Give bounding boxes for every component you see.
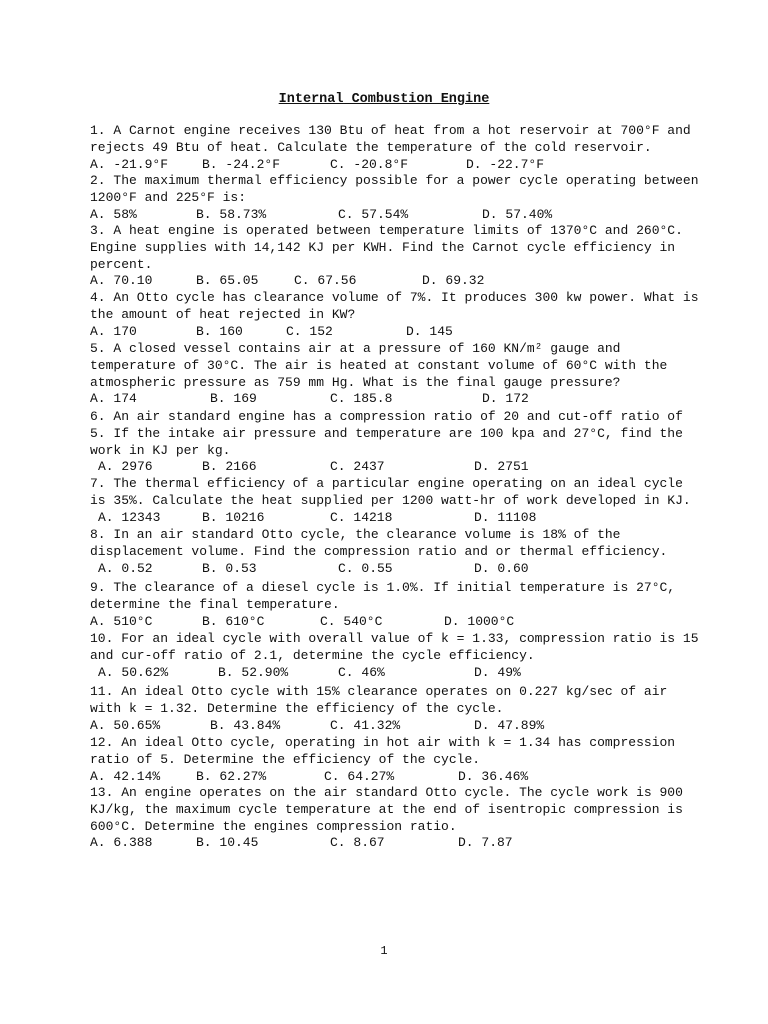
- answer-option: D. 0.60: [474, 560, 529, 576]
- answer-option: A. 42.14%: [90, 768, 161, 784]
- question-9-line: 9. The clearance of a diesel cycle is 1.0%. If initial temperature is 27°C,: [90, 580, 676, 595]
- answer-option: D. 49%: [474, 664, 521, 680]
- answer-option: A. 12343: [98, 509, 161, 525]
- answer-option: D. 57.40%: [482, 206, 553, 222]
- answer-option: D. 172: [482, 391, 529, 407]
- answer-option: B. 2166: [202, 459, 257, 475]
- answer-option: D. 69.32: [422, 273, 485, 289]
- question-3-line: 3. A heat engine is operated between temperature limits of 1370°C and 260°C.: [90, 223, 683, 238]
- answer-option: A. 174: [90, 391, 137, 407]
- answer-option: B. 10216: [202, 509, 265, 525]
- question-12-line: 12. An ideal Otto cycle, operating in hot air with k = 1.34 has compression: [90, 735, 676, 750]
- answer-option: C. 14218: [330, 509, 393, 525]
- question-4-line: 4. An Otto cycle has clearance volume of 7%. It produces 300 kw power. What is: [90, 290, 699, 305]
- answer-option: C. 0.55: [338, 560, 393, 576]
- question-11-line: 11. An ideal Otto cycle with 15% clearance operates on 0.227 kg/sec of air: [90, 684, 668, 699]
- question-5-line: atmospheric pressure as 759 mm Hg. What is the final gauge pressure?: [90, 374, 621, 390]
- answer-option: D. 145: [406, 323, 453, 339]
- question-6-line: work in KJ per kg.: [90, 442, 231, 458]
- question-11-line: with k = 1.32. Determine the efficiency of the cycle.: [90, 700, 504, 716]
- question-2-line: 2. The maximum thermal efficiency possible for a power cycle operating between: [90, 173, 699, 188]
- question-8-line: 8. In an air standard Otto cycle, the clearance volume is 18% of the: [90, 527, 621, 542]
- answer-option: C. 8.67: [330, 835, 385, 851]
- answer-option: C. 64.27%: [324, 768, 395, 784]
- answer-option: C. 152: [286, 323, 333, 339]
- answer-option: C. 57.54%: [338, 206, 409, 222]
- answer-option: B. 610°C: [202, 613, 265, 629]
- answer-option: B. 0.53: [202, 560, 257, 576]
- question-5-line: 5. A closed vessel contains air at a pressure of 160 KN/m² gauge and: [90, 341, 621, 356]
- question-10-line: 10. For an ideal cycle with overall value of k = 1.33, compression ratio is 15: [90, 631, 699, 646]
- answer-option: C. 46%: [338, 664, 385, 680]
- answer-option: D. 7.87: [458, 835, 513, 851]
- page-number: 1: [380, 944, 388, 958]
- answer-option: D. 1000°C: [444, 613, 515, 629]
- answer-option: D. 47.89%: [474, 717, 545, 733]
- answer-option: D. 2751: [474, 459, 529, 475]
- answer-option: A. 170: [90, 323, 137, 339]
- question-3-line: percent.: [90, 256, 153, 272]
- question-1-line: 1. A Carnot engine receives 130 Btu of heat from a hot reservoir at 700°F and: [90, 123, 691, 138]
- answer-option: B. 65.05: [196, 273, 259, 289]
- question-5-line: temperature of 30°C. The air is heated at constant volume of 60°C with the: [90, 357, 668, 373]
- question-9-line: determine the final temperature.: [90, 596, 340, 612]
- answer-option: A. 6.388: [90, 835, 153, 851]
- answer-option: B. 10.45: [196, 835, 259, 851]
- answer-option: C. -20.8°F: [330, 156, 409, 172]
- answer-option: B. 43.84%: [210, 717, 281, 733]
- question-4-line: the amount of heat rejected in KW?: [90, 306, 356, 322]
- question-10-line: and cur-off ratio of 2.1, determine the cycle efficiency.: [90, 647, 535, 663]
- answer-option: C. 41.32%: [330, 717, 401, 733]
- answer-option: C. 67.56: [294, 273, 357, 289]
- answer-option: A. 0.52: [98, 560, 153, 576]
- answer-option: A. 58%: [90, 206, 137, 222]
- answer-option: D. 11108: [474, 509, 537, 525]
- answer-option: B. 169: [210, 391, 257, 407]
- answer-option: B. 160: [196, 323, 243, 339]
- question-3-line: Engine supplies with 14,142 KJ per KWH. Find the Carnot cycle efficiency in: [90, 239, 676, 255]
- answer-option: B. 52.90%: [218, 664, 289, 680]
- question-13-line: KJ/kg, the maximum cycle temperature at the end of isentropic compression is: [90, 801, 683, 817]
- question-13-line: 13. An engine operates on the air standard Otto cycle. The cycle work is 900: [90, 785, 683, 800]
- question-2-line: 1200°F and 225°F is:: [90, 189, 247, 205]
- answer-option: D. -22.7°F: [466, 156, 545, 172]
- answer-option: C. 185.8: [330, 391, 393, 407]
- question-13-line: 600°C. Determine the engines compression ratio.: [90, 818, 457, 834]
- answer-option: C. 2437: [330, 459, 385, 475]
- document-title: Internal Combustion Engine: [278, 92, 490, 107]
- question-7-line: 7. The thermal efficiency of a particular engine operating on an ideal cycle: [90, 476, 683, 491]
- question-12-line: ratio of 5. Determine the efficiency of the cycle.: [90, 751, 481, 767]
- answer-option: B. -24.2°F: [202, 156, 281, 172]
- question-8-line: displacement volume. Find the compression ratio and or thermal efficiency.: [90, 543, 668, 559]
- answer-option: A. -21.9°F: [90, 156, 169, 172]
- answer-option: A. 70.10: [90, 273, 153, 289]
- answer-option: A. 50.65%: [90, 717, 161, 733]
- question-1-line: rejects 49 Btu of heat. Calculate the temperature of the cold reservoir.: [90, 139, 652, 155]
- answer-option: C. 540°C: [320, 613, 383, 629]
- question-6-line: 5. If the intake air pressure and temperature are 100 kpa and 27°C, find the: [90, 425, 683, 441]
- answer-option: D. 36.46%: [458, 768, 529, 784]
- answer-option: A. 510°C: [90, 613, 153, 629]
- answer-option: A. 50.62%: [98, 664, 169, 680]
- answer-option: B. 62.27%: [196, 768, 267, 784]
- answer-option: A. 2976: [98, 459, 153, 475]
- question-6-line: 6. An air standard engine has a compression ratio of 20 and cut-off ratio of: [90, 409, 683, 424]
- question-7-line: is 35%. Calculate the heat supplied per 1200 watt-hr of work developed in KJ.: [90, 492, 691, 508]
- answer-option: B. 58.73%: [196, 206, 267, 222]
